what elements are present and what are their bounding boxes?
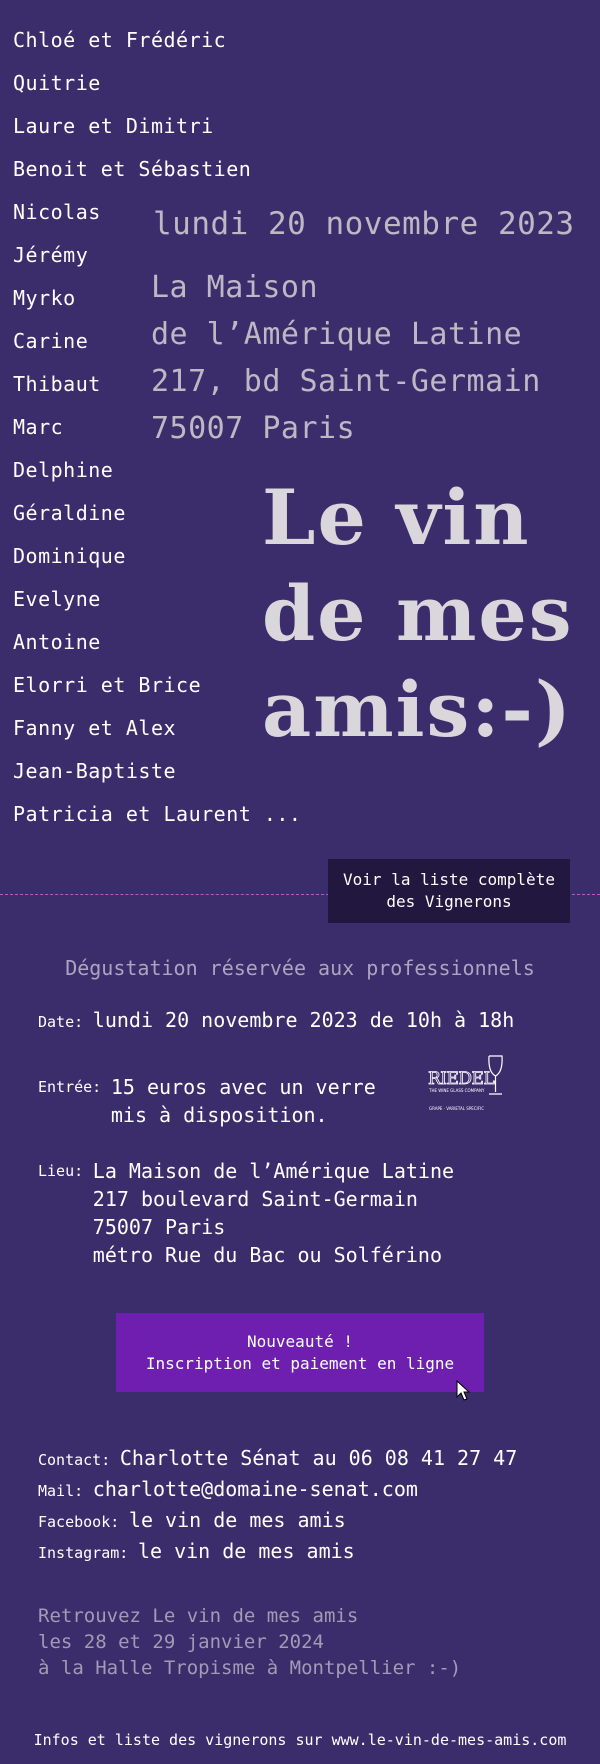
contact-row — [38, 1508, 517, 1539]
lieu-label: Lieu: — [38, 1162, 84, 1180]
lieu-row — [38, 1157, 454, 1269]
date-label: Date: — [38, 1013, 84, 1031]
name-item: Marc — [13, 415, 64, 439]
contact-value[interactable]: Charlotte Sénat au 06 08 41 27 47 — [119, 1446, 518, 1470]
entree-label: Entrée: — [38, 1078, 102, 1096]
name-item: Delphine — [13, 458, 114, 482]
name-item: Jean-Baptiste — [13, 759, 177, 783]
title-line: amis:-) — [262, 665, 573, 754]
name-item: Patricia et Laurent ... — [13, 802, 302, 826]
name-item: Myrko — [13, 286, 76, 310]
venue-line: de l’Amérique Latine — [151, 317, 523, 352]
venue-line: 75007 Paris — [151, 411, 356, 446]
riedel-tagline: THE WINE GLASS COMPANY — [429, 1088, 485, 1093]
mail-label: Mail: — [38, 1482, 84, 1500]
mouse-cursor-icon — [456, 1380, 472, 1402]
name-item: Laure et Dimitri — [13, 114, 214, 138]
riedel-logo — [427, 1054, 507, 1114]
lieu-line: 75007 Paris — [92, 1215, 226, 1239]
title-line: Le vin — [262, 473, 531, 562]
lieu-line: métro Rue du Bac ou Solférino — [92, 1243, 442, 1267]
button-label: Voir la liste complète — [343, 870, 555, 889]
next-event-line: Retrouvez Le vin de mes amis — [38, 1605, 359, 1627]
date-value: lundi 20 novembre 2023 de 10h à 18h — [92, 1008, 515, 1032]
instagram-link[interactable]: le vin de mes amis — [137, 1539, 355, 1563]
lieu-line: 217 boulevard Saint-Germain — [92, 1187, 418, 1211]
venue-line: La Maison — [151, 270, 319, 305]
name-item: Carine — [13, 329, 89, 353]
name-item: Benoit et Sébastien — [13, 157, 252, 181]
facebook-link[interactable]: le vin de mes amis — [128, 1508, 346, 1532]
name-item: Quitrie — [13, 71, 101, 95]
riedel-sub: GRAPE · VARIETAL SPECIFIC — [429, 1106, 485, 1111]
contact-label: Contact: — [38, 1451, 111, 1469]
mail-link[interactable]: charlotte@domaine-senat.com — [92, 1477, 418, 1501]
button-label: Nouveauté ! — [247, 1331, 353, 1351]
name-item: Elorri et Brice — [13, 673, 202, 697]
lieu-value — [93, 1157, 454, 1269]
title-line: de mes — [262, 569, 574, 658]
contact-row — [38, 1539, 517, 1570]
instagram-label: Instagram: — [38, 1544, 129, 1562]
entree-line: 15 euros avec un verre — [110, 1075, 376, 1099]
event-title — [262, 470, 574, 758]
date-row — [38, 1008, 514, 1032]
next-event-notice — [38, 1603, 461, 1681]
name-item: Thibaut — [13, 372, 101, 396]
button-label: des Vignerons — [386, 892, 512, 911]
name-item: Evelyne — [13, 587, 101, 611]
entree-line: mis à disposition. — [110, 1103, 328, 1127]
riedel-brand: RIEDEL — [428, 1069, 495, 1089]
venue-address — [151, 264, 541, 452]
footer-text: Infos et liste des vignerons sur — [33, 1731, 332, 1749]
name-item: Jérémy — [13, 243, 89, 267]
view-vignerons-button[interactable] — [328, 859, 570, 923]
button-label: Inscription et paiement en ligne — [145, 1353, 455, 1373]
contact-row — [38, 1477, 517, 1508]
entree-value — [111, 1073, 376, 1129]
name-item: Nicolas — [13, 200, 101, 224]
event-date: lundi 20 novembre 2023 — [153, 206, 575, 242]
facebook-label: Facebook: — [38, 1513, 120, 1531]
name-item: Géraldine — [13, 501, 126, 525]
venue-line: 217, bd Saint-Germain — [151, 364, 541, 399]
pro-notice: Dégustation réservée aux professionnels — [65, 956, 535, 980]
name-item: Antoine — [13, 630, 101, 654]
name-item: Dominique — [13, 544, 126, 568]
footer — [0, 1731, 600, 1749]
website-link[interactable]: www.le-vin-de-mes-amis.com — [331, 1731, 567, 1749]
next-event-line: à la Halle Tropisme à Montpellier :-) — [38, 1657, 462, 1679]
lieu-line: La Maison de l’Amérique Latine — [92, 1159, 455, 1183]
name-item: Fanny et Alex — [13, 716, 177, 740]
inscription-button[interactable] — [116, 1313, 484, 1392]
entree-row — [38, 1073, 376, 1129]
contact-block — [38, 1446, 517, 1570]
name-item: Chloé et Frédéric — [13, 28, 227, 52]
contact-row — [38, 1446, 517, 1477]
next-event-line: les 28 et 29 janvier 2024 — [38, 1631, 324, 1653]
